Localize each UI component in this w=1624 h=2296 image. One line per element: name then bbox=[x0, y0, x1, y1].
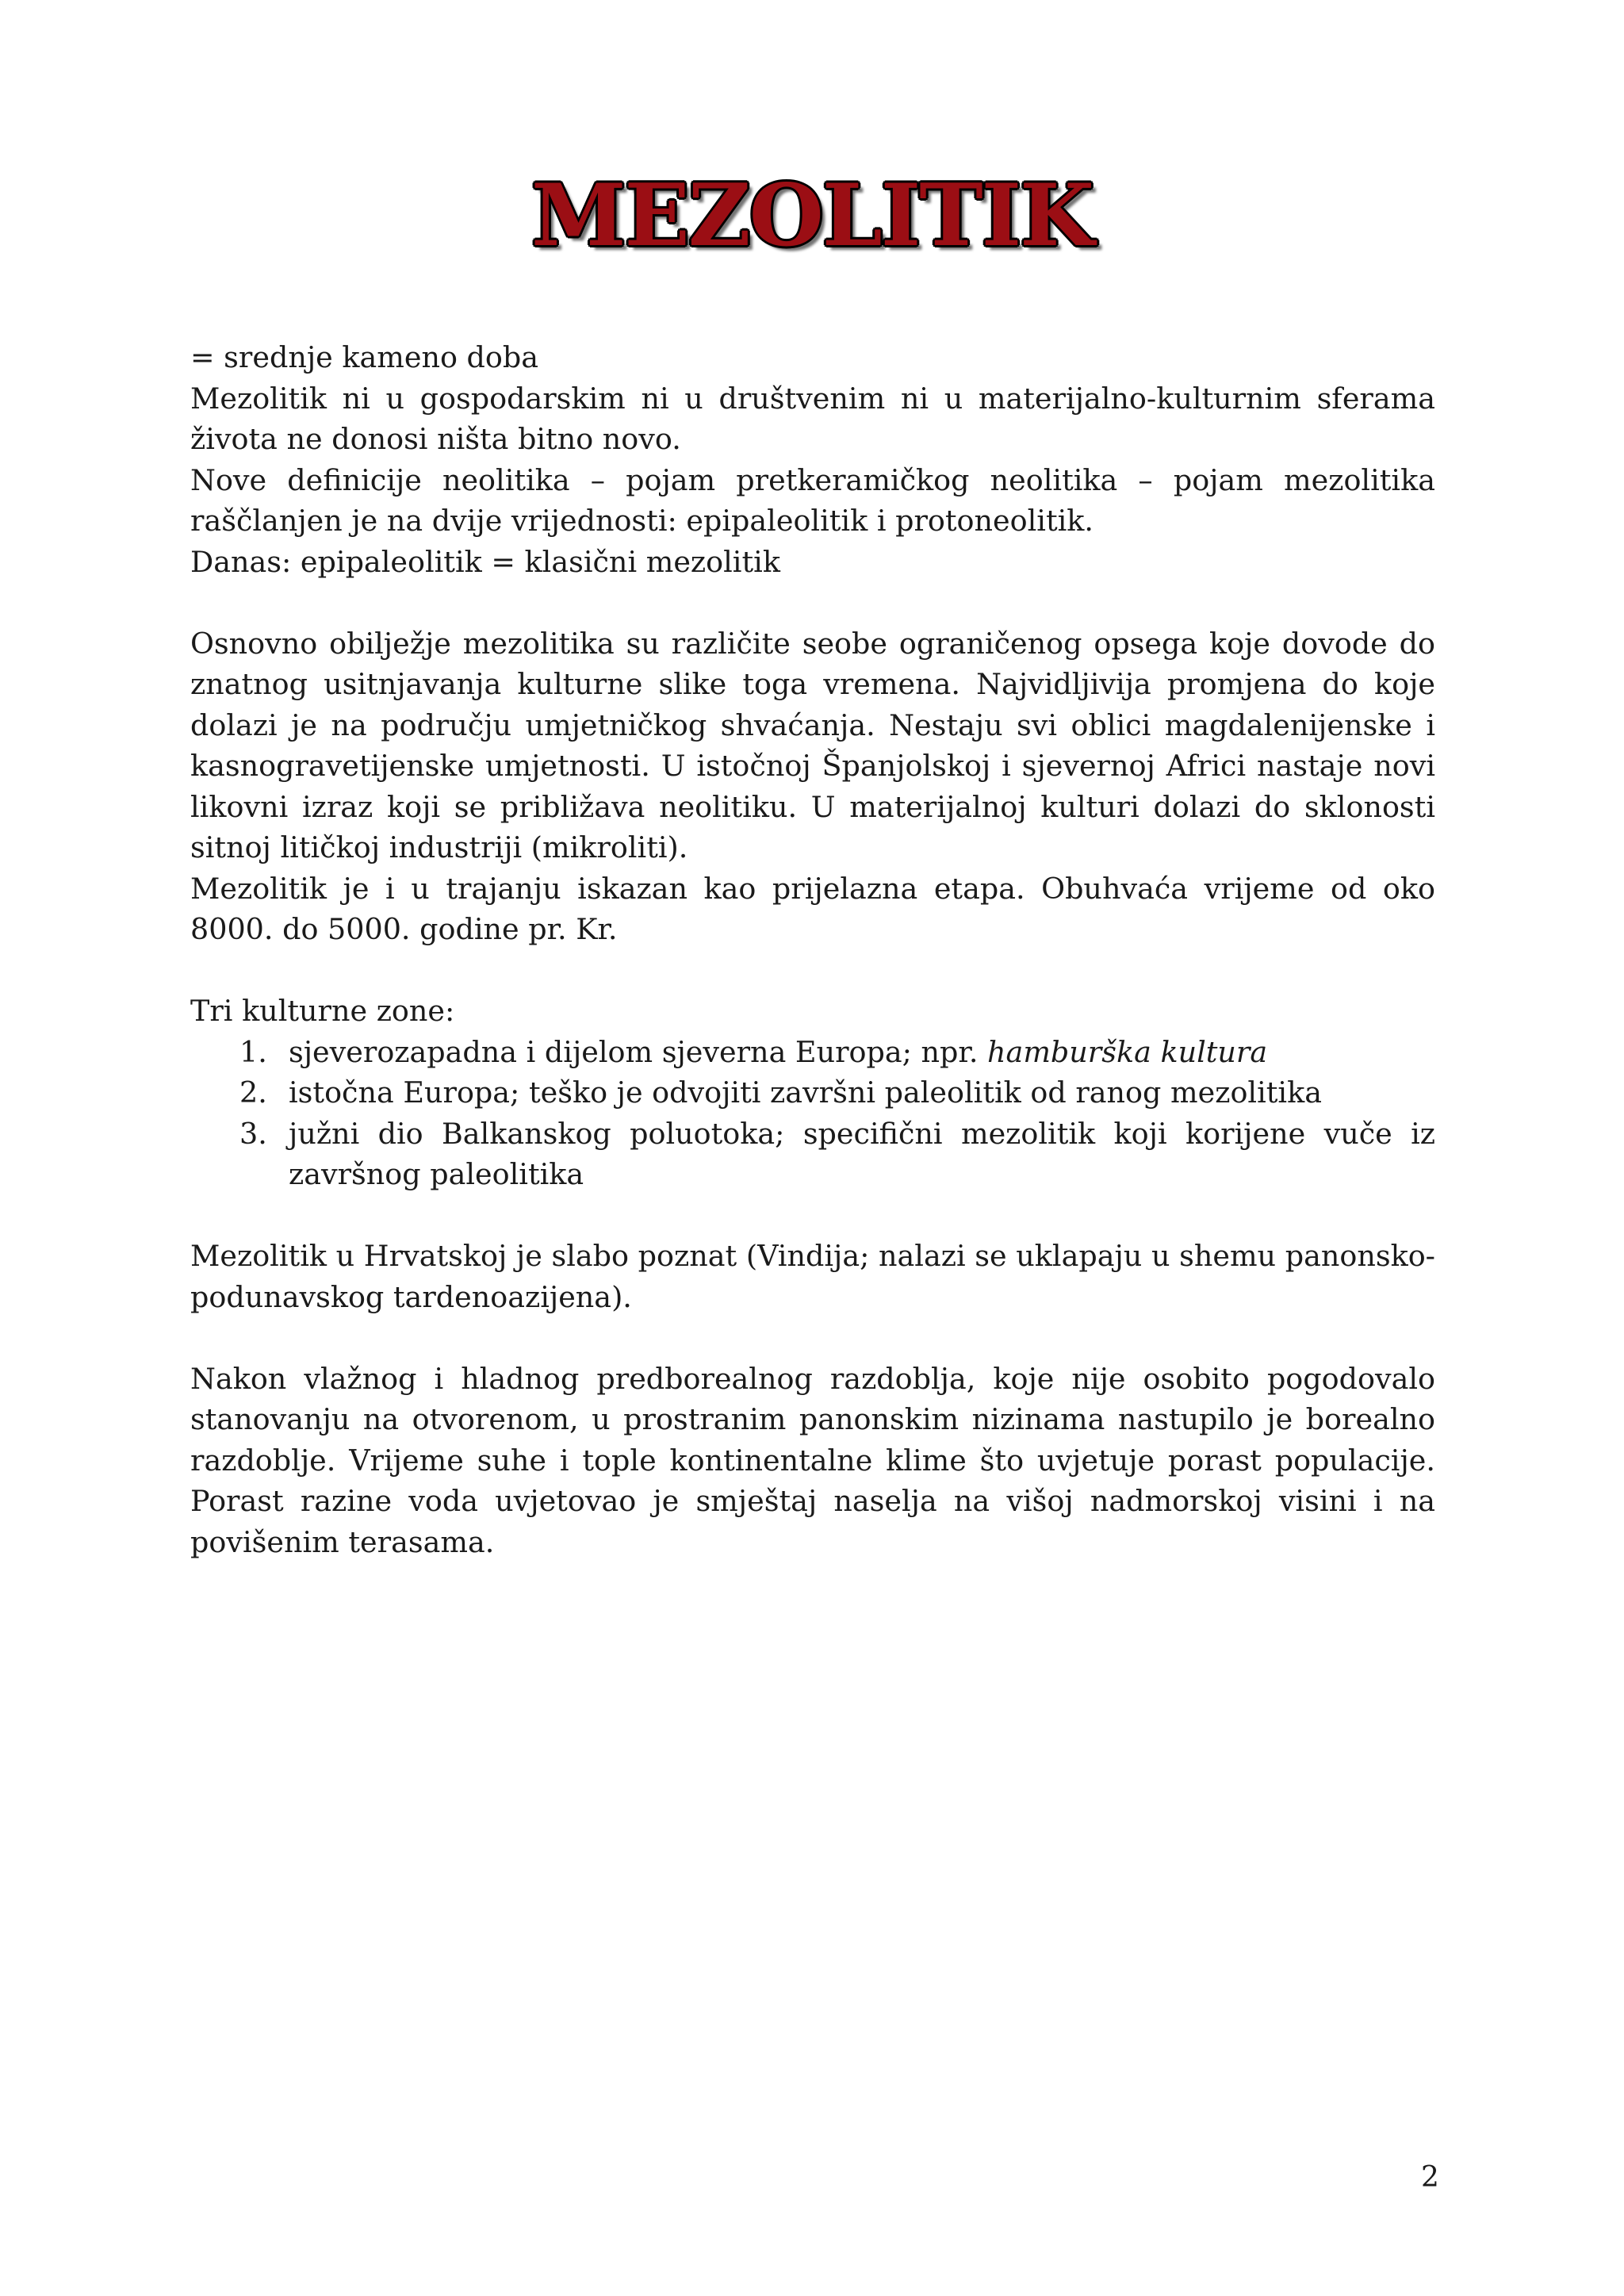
list-item-text: istočna Europa; teško je odvojiti završni paleolitik od ranog mezolitika bbox=[289, 1075, 1322, 1110]
list-item-text: sjeverozapadna i dijelom sjeverna Europa; npr. bbox=[289, 1034, 988, 1069]
paragraph-spacer bbox=[190, 1195, 1435, 1236]
intro-today-line: Danas: epipaleolitik = klasični mezolitik bbox=[190, 544, 780, 579]
zones-heading: Tri kulturne zone: bbox=[190, 994, 455, 1028]
list-item-number: 1. bbox=[239, 1034, 267, 1069]
intro-definition: = srednje kameno doba bbox=[190, 340, 538, 374]
list-item-emphasis: hamburška kultura bbox=[987, 1034, 1268, 1069]
page-number: 2 bbox=[1421, 2161, 1439, 2194]
climate-paragraph: Nakon vlažnog i hladnog predborealnog razdoblja, koje nije osobito pogodovalo stanovanju na otvorenom, u prostranim panonskim nizinama nastupilo je borealno razdoblje. Vrijeme suhe i tople kontinentalne klime što uvjetuje porast populacije. Porast razine voda uvjetovao je smještaj naselja na višoj nadmorskoj visini i na povišenim terasama. bbox=[190, 1361, 1435, 1559]
list-item bbox=[190, 1114, 1435, 1195]
intro-definitions-paragraph: Nove definicije neolitika – pojam pretkeramičkog neolitika – pojam mezolitika raščlanjen je na dvije vrijednosti: epipaleolitik i protoneolitik. bbox=[190, 462, 1435, 538]
list-item-number: 2. bbox=[239, 1075, 267, 1110]
intro-paragraph: Mezolitik ni u gospodarskim ni u društvenim ni u materijalno-kulturnim sferama života ne donosi ništa bitno novo. bbox=[190, 381, 1435, 456]
duration-paragraph: Mezolitik je i u trajanju iskazan kao prijelazna etapa. Obuhvaća vrijeme od oko 8000. do 5000. godine pr. Kr. bbox=[190, 871, 1435, 946]
page-title: MEZOLITIK bbox=[531, 166, 1093, 266]
list-item bbox=[190, 1072, 1435, 1114]
list-item-number: 3. bbox=[239, 1116, 267, 1151]
paragraph-spacer bbox=[190, 950, 1435, 991]
zones-list bbox=[190, 1032, 1435, 1195]
characteristics-paragraph: Osnovno obilježje mezolitika su različite seobe ograničenog opsega koje dovode do znatnog usitnjavanja kulturne slike toga vremena. Najvidljivija promjena do koje dolazi je na području umjetničkog shvaćanja. Nestaju svi oblici magdalenijenske i kasnogravetijenske umjetnosti. U istočnoj Španjolskoj i sjevernoj Africi nastaje novi likovni izraz koji se približava neolitiku. U materijalnoj kulturi dolazi do sklonosti sitnoj litičkoj industriji (mikroliti). bbox=[190, 626, 1435, 864]
list-item-text: južni dio Balkanskog poluotoka; specifični mezolitik koji korijene vuče iz završnog paleolitika bbox=[289, 1116, 1435, 1191]
list-item bbox=[190, 1032, 1435, 1073]
document-body bbox=[190, 337, 1435, 1562]
croatia-paragraph: Mezolitik u Hrvatskoj je slabo poznat (Vindija; nalazi se uklapaju u shemu panonsko-podunavskog tardenoazijena). bbox=[190, 1239, 1435, 1314]
paragraph-spacer bbox=[190, 1317, 1435, 1359]
paragraph-spacer bbox=[190, 582, 1435, 623]
